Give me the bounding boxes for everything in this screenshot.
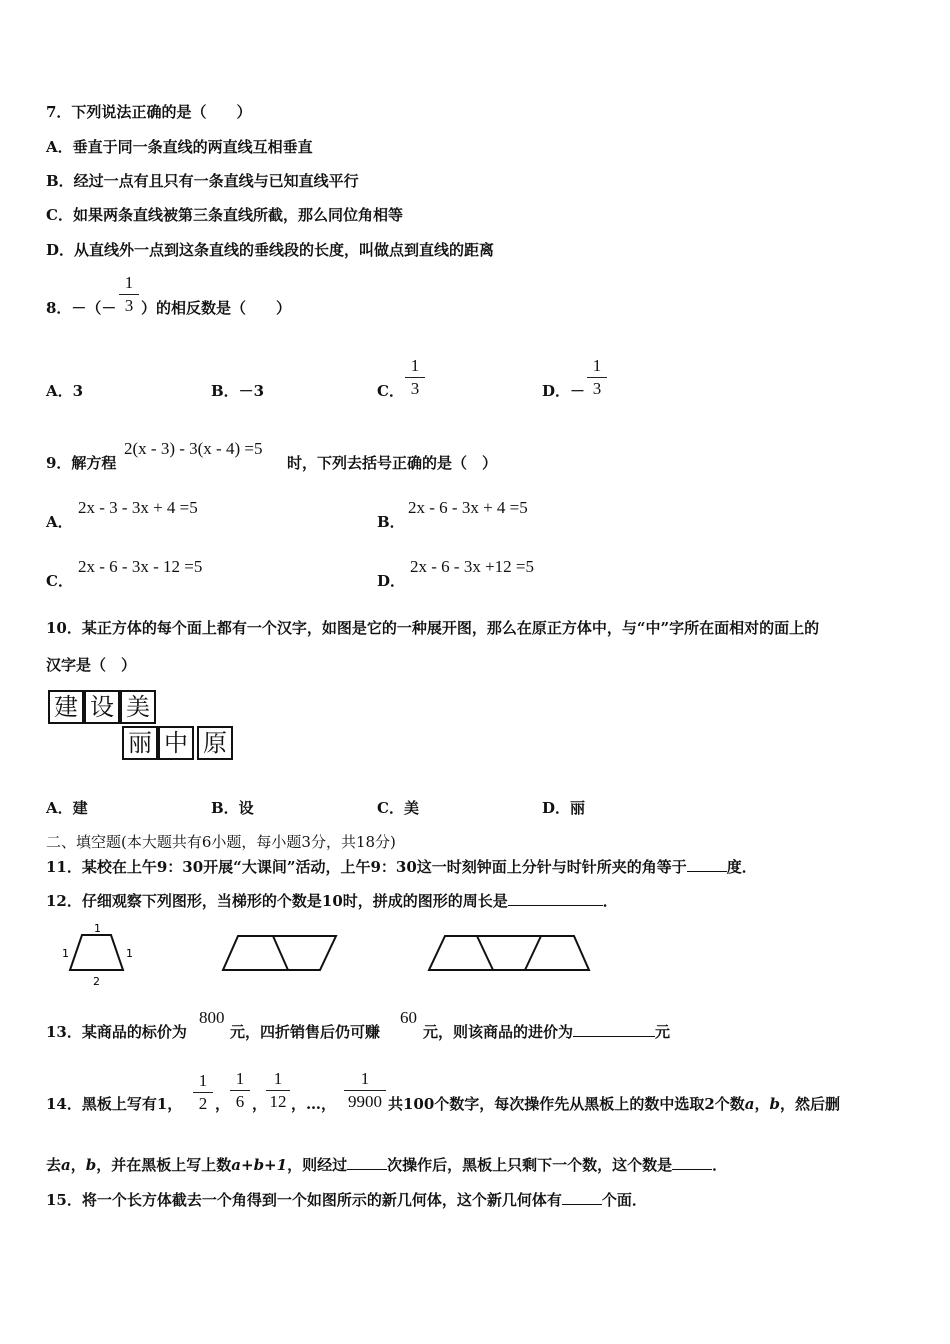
q9-option-c-expr: 2x - 6 - 3x - 12 =5 bbox=[78, 557, 203, 576]
trapezoid-figure-3 bbox=[429, 936, 589, 970]
q13-value-profit: 60 bbox=[400, 1008, 417, 1027]
q15-answer-blank bbox=[562, 1190, 602, 1205]
trapezoid-figures bbox=[55, 922, 655, 992]
q14-line2-var-b: b bbox=[85, 1156, 97, 1174]
q13-answer-blank bbox=[573, 1022, 655, 1037]
fraction-bar bbox=[193, 1092, 213, 1093]
q14-var-a: a bbox=[744, 1095, 755, 1113]
q14-text-1: 14．黑板上写有1， bbox=[46, 1095, 183, 1113]
fraction-bar bbox=[119, 294, 139, 295]
fraction-denominator: 3 bbox=[124, 296, 134, 315]
trapezoid-label-right: 1 bbox=[126, 947, 133, 960]
fraction-denominator: 6 bbox=[235, 1092, 245, 1111]
q12-suffix: ． bbox=[602, 892, 618, 910]
net-cell-top-1: 建 bbox=[48, 690, 84, 724]
net-cell-top-2: 设 bbox=[84, 690, 120, 724]
q14-line2-p2: ，并在黑板上写上数 bbox=[96, 1156, 232, 1174]
q14-line2-var-a: a bbox=[61, 1156, 71, 1174]
net-cell-bottom-1: 丽 bbox=[122, 726, 158, 760]
q14-comma-1: ， bbox=[215, 1095, 231, 1113]
fraction-denominator: 3 bbox=[592, 379, 602, 398]
q14-line2-p3: ，则经过 bbox=[287, 1156, 348, 1174]
q14-comma: ， bbox=[754, 1095, 770, 1113]
fraction-denominator: 9900 bbox=[348, 1092, 382, 1111]
q14-line-2 bbox=[46, 1155, 727, 1175]
q14-fraction-last bbox=[344, 1070, 386, 1111]
q7-stem: 7．下列说法正确的是（ ） bbox=[46, 103, 252, 121]
q9-option-b-label: B． bbox=[377, 513, 405, 531]
q13-text-2: 元，四折销售后仍可赚 bbox=[230, 1023, 381, 1041]
net-cell-top-3: 美 bbox=[120, 690, 156, 724]
q14-fraction-1 bbox=[193, 1072, 213, 1113]
q13-text-3 bbox=[423, 1022, 670, 1042]
q8-stem-fraction bbox=[119, 274, 139, 315]
q14-answer-blank-2 bbox=[672, 1155, 712, 1170]
q8-option-d-fraction bbox=[587, 357, 607, 398]
q8-stem-prefix: 8．－（－ bbox=[46, 299, 117, 317]
fraction-bar bbox=[587, 377, 607, 378]
q14-answer-blank-1 bbox=[347, 1155, 387, 1170]
fraction-numerator: 1 bbox=[235, 1069, 245, 1088]
q9-option-d-label: D． bbox=[377, 572, 406, 590]
q14-text-2-inner: 共100个数字，每次操作先从黑板上的数中选取2个数 bbox=[388, 1095, 745, 1113]
q10-stem-line1: 10．某正方体的每个面上都有一个汉字，如图是它的一种展开图，那么在原正方体中，与“中”字所在面相对的面上的 bbox=[46, 619, 820, 637]
q12-text: 12．仔细观察下列图形，当梯形的个数是10时，拼成的图形的周长是 bbox=[46, 892, 508, 910]
q14-line2-p5: ． bbox=[712, 1156, 728, 1174]
q11-suffix: 度． bbox=[726, 858, 757, 876]
trapezoid-label-bottom: 2 bbox=[93, 975, 100, 988]
q10-stem-line2: 汉字是（ ） bbox=[46, 656, 137, 674]
q9-equation: 2(x - 3) - 3(x - 4) =5 bbox=[124, 439, 263, 458]
q14-ellipsis: ，…， bbox=[291, 1095, 337, 1113]
q8-stem-suffix: ）的相反数是（ ） bbox=[141, 299, 292, 317]
fraction-numerator: 1 bbox=[360, 1069, 370, 1088]
q14-var-b: b bbox=[769, 1095, 781, 1113]
q14-line2-expr: a+b+1 bbox=[231, 1156, 288, 1174]
fraction-numerator: 1 bbox=[410, 356, 420, 375]
q12-answer-blank bbox=[508, 891, 603, 906]
q9-stem-suffix: 时，下列去括号正确的是（ ） bbox=[287, 454, 498, 472]
fraction-bar bbox=[266, 1090, 290, 1091]
q9-option-b-expr: 2x - 6 - 3x + 4 =5 bbox=[408, 498, 528, 517]
q9-stem-prefix: 9．解方程 bbox=[46, 454, 117, 472]
q13-unit: 元 bbox=[655, 1023, 671, 1041]
q8-option-a: A．3 bbox=[46, 382, 84, 400]
q8-option-d: D．－ bbox=[542, 382, 586, 400]
fraction-denominator: 3 bbox=[410, 379, 420, 398]
q14-comma-2: ， bbox=[252, 1095, 268, 1113]
q10-option-c: C．美 bbox=[377, 799, 419, 817]
q11 bbox=[46, 857, 757, 877]
fraction-denominator: 2 bbox=[198, 1094, 208, 1113]
q9-option-a-label: A． bbox=[46, 513, 73, 531]
trapezoid-figure-2 bbox=[223, 936, 336, 970]
q13-text-3-inner: 元，则该商品的进价为 bbox=[423, 1023, 574, 1041]
q10-option-a: A．建 bbox=[46, 799, 88, 817]
q14-fraction-3 bbox=[266, 1070, 290, 1111]
q14-line2-p1: 去 bbox=[46, 1156, 62, 1174]
q8-option-c: C． bbox=[377, 382, 404, 400]
q14-line2-p4: 次操作后，黑板上只剩下一个数，这个数是 bbox=[387, 1156, 673, 1174]
fraction-bar bbox=[230, 1090, 250, 1091]
trapezoid-label-top: 1 bbox=[94, 922, 101, 935]
q9-option-c-label: C． bbox=[46, 572, 73, 590]
q7-option-d: D．从直线外一点到这条直线的垂线段的长度，叫做点到直线的距离 bbox=[46, 241, 495, 259]
fraction-numerator: 1 bbox=[198, 1071, 208, 1090]
q14-text-2 bbox=[388, 1094, 840, 1114]
q11-answer-blank bbox=[687, 857, 727, 872]
net-cell-bottom-3: 原 bbox=[197, 726, 233, 760]
q13-text-1: 13．某商品的标价为 bbox=[46, 1023, 187, 1041]
q10-option-b: B．设 bbox=[211, 799, 254, 817]
q15 bbox=[46, 1190, 647, 1210]
q13-value-price: 800 bbox=[199, 1008, 225, 1027]
fraction-numerator: 1 bbox=[124, 273, 134, 292]
trapezoid-label-left: 1 bbox=[62, 947, 69, 960]
fraction-bar bbox=[405, 377, 425, 378]
q8-option-b: B．－3 bbox=[211, 382, 265, 400]
q14-line2-comma: ， bbox=[70, 1156, 86, 1174]
trapezoid-figure-1 bbox=[70, 935, 123, 970]
q9-option-d-expr: 2x - 6 - 3x +12 =5 bbox=[410, 557, 534, 576]
fraction-numerator: 1 bbox=[592, 356, 602, 375]
q7-option-b: B．经过一点有且只有一条直线与已知直线平行 bbox=[46, 172, 359, 190]
q14-text-3: ，然后删 bbox=[780, 1095, 841, 1113]
fraction-numerator: 1 bbox=[273, 1069, 283, 1088]
q14-fraction-2 bbox=[230, 1070, 250, 1111]
q15-text: 15．将一个长方体截去一个角得到一个如图所示的新几何体，这个新几何体有 bbox=[46, 1191, 562, 1209]
section-2-heading: 二、填空题(本大题共有6小题，每小题3分，共18分) bbox=[46, 833, 396, 851]
q15-suffix: 个面． bbox=[601, 1191, 647, 1209]
q8-option-c-fraction bbox=[405, 357, 425, 398]
net-cell-bottom-2: 中 bbox=[158, 726, 194, 760]
q10-option-d: D．丽 bbox=[542, 799, 586, 817]
q12 bbox=[46, 891, 618, 911]
q9-option-a-expr: 2x - 3 - 3x + 4 =5 bbox=[78, 498, 198, 517]
q11-text: 11．某校在上午9：30开展“大课间”活动，上午9：30这一时刻钟面上分针与时针所夹的角等于 bbox=[46, 858, 687, 876]
q7-option-a: A．垂直于同一条直线的两直线互相垂直 bbox=[46, 138, 313, 156]
fraction-bar bbox=[344, 1090, 386, 1091]
fraction-denominator: 12 bbox=[269, 1092, 287, 1111]
q7-option-c: C．如果两条直线被第三条直线所截，那么同位角相等 bbox=[46, 206, 403, 224]
